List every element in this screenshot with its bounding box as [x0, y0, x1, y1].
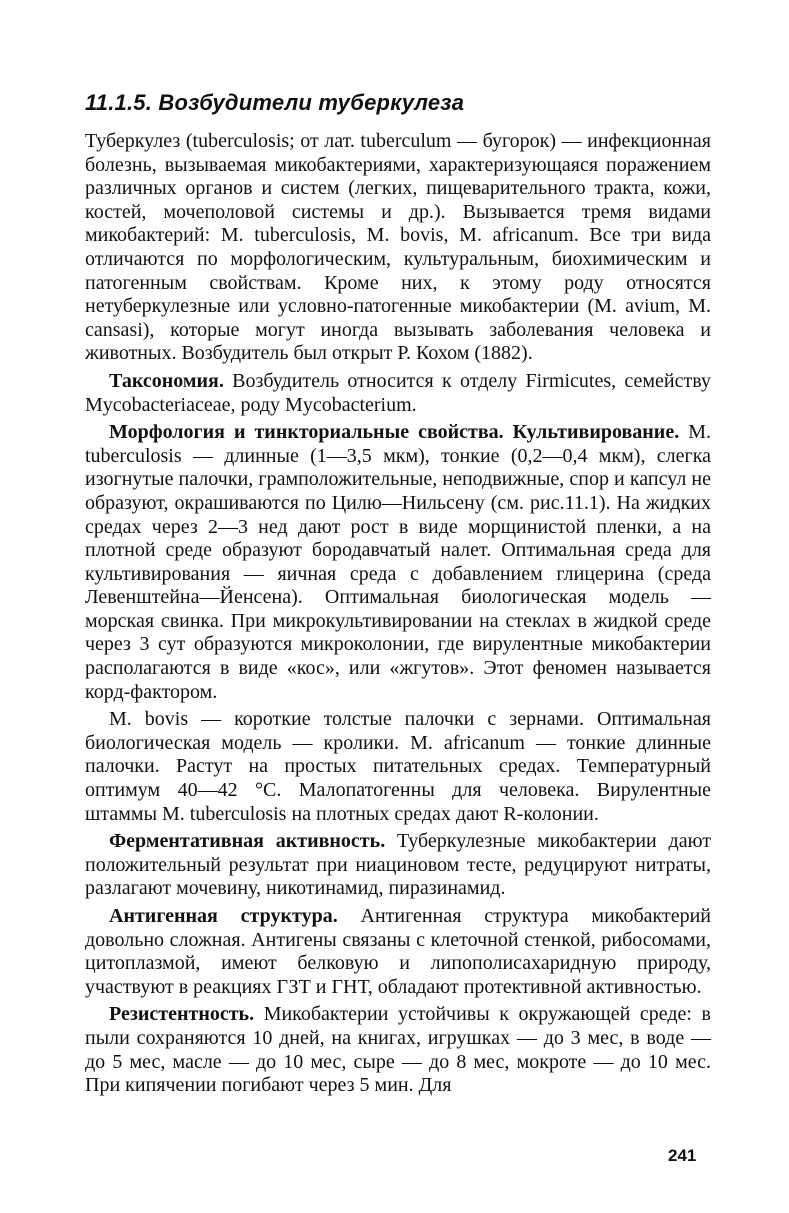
paragraph-term: Ферментативная активность.: [109, 830, 386, 853]
paragraph-antigenic: [85, 905, 711, 999]
paragraph-intro: [85, 130, 711, 366]
paragraph-resistance: [85, 1003, 711, 1097]
paragraph-text: Возбудитель относится к отделу Firmicutes, семейству Mycobacteriaceae, роду Mycobacterium.: [85, 369, 711, 416]
paragraph-term: Резистентность.: [109, 1003, 255, 1026]
paragraph-term: Антигенная структура.: [109, 905, 338, 927]
section-title: 11.1.5. Возбудители туберкулеза: [85, 90, 465, 115]
paragraph-text: Туберкулезные микобактерии дают положительный результат при ниациновом тесте, редуцируют нитраты, разлагают мочевину, никотинамид, пиразинамид.: [85, 830, 711, 900]
paragraph-text: Антигенная структура микобактерий довольно сложная. Антигены связаны с клеточной стенкой, рибосомами, цитоплазмой, имеют белковую и липополисахаридную природу, участвуют в реакциях ГЗТ и ГНТ, обладают протективной активностью.: [85, 905, 711, 998]
paragraph-taxonomy: [85, 370, 711, 417]
paragraph-text: Микобактерии устойчивы к окружающей среде: в пыли сохраняются 10 дней, на книгах, игрушках — до 3 мес, в воде — до 5 мес, масле — до 10 мес, сыре — до 8 мес, мокроте — до 10 мес. При кипячении погибают через 5 мин. Для: [85, 1003, 711, 1097]
paragraph-morphology: [85, 421, 711, 704]
paragraph-text: Туберкулез (tuberculosis; от лат. tuberculum — бугорок) — инфекционная болезнь, вызываемая микобактериями, характеризующаяся поражением различных органов и систем (легких, пищеварительного тракта, кожи, костей, мочеполовой системы и др.). Вызывается тремя видами микобактерий: M. tuberculosis, M. bovis, M. africanum. Все три вида отличаются по морфологическим, культуральным, биохимическим и патогенным свойствам. Кроме них, к этому роду относятся нетуберкулезные или условно-патогенные микобактерии (M. avium, M. cansasi), которые могут иногда вызывать заболевания человека и животных. Возбудитель был открыт Р. Кохом (1882).: [85, 130, 711, 365]
page-content: [85, 88, 711, 1102]
paragraph-term: Таксономия.: [109, 369, 224, 392]
paragraph-term: Морфология и тинкториальные свойства. Культивирование.: [109, 421, 680, 444]
page-number: 241: [668, 1146, 697, 1165]
paragraph-enzymatic: [85, 830, 711, 901]
paragraph-text: M. bovis — короткие толстые палочки с зернами. Оптимальная биологическая модель — кролики. M. africanum — тонкие длинные палочки. Растут на простых питательных средах. Температурный оптимум 40—42 °С. Малопатогенны для человека. Вирулентные штаммы M. tuberculosis на плотных средах дают R-колонии.: [85, 708, 711, 825]
paragraph-bovis: [85, 708, 711, 826]
paragraph-text: M. tuberculosis — длинные (1—3,5 мкм), тонкие (0,2—0,4 мкм), слегка изогнутые палочки, грамположительные, неподвижные, спор и капсул не образуют, окрашиваются по Цилю—Нильсену (см. рис.11.1). На жидких средах через 2—3 нед дают рост в виде морщинистой пленки, а на плотной среде образуют бородавчатый налет. Оптимальная среда для культивирования — яичная среда с добавлением глицерина (среда Левенштейна—Йенсена). Оптимальная биологическая модель — морская свинка. При микрокультивировании на стеклах в жидкой среде через 3 сут образуются микроколонии, где вирулентные микобактерии располагаются в виде «кос», или «жгутов». Этот феномен называется корд-фактором.: [85, 421, 711, 703]
